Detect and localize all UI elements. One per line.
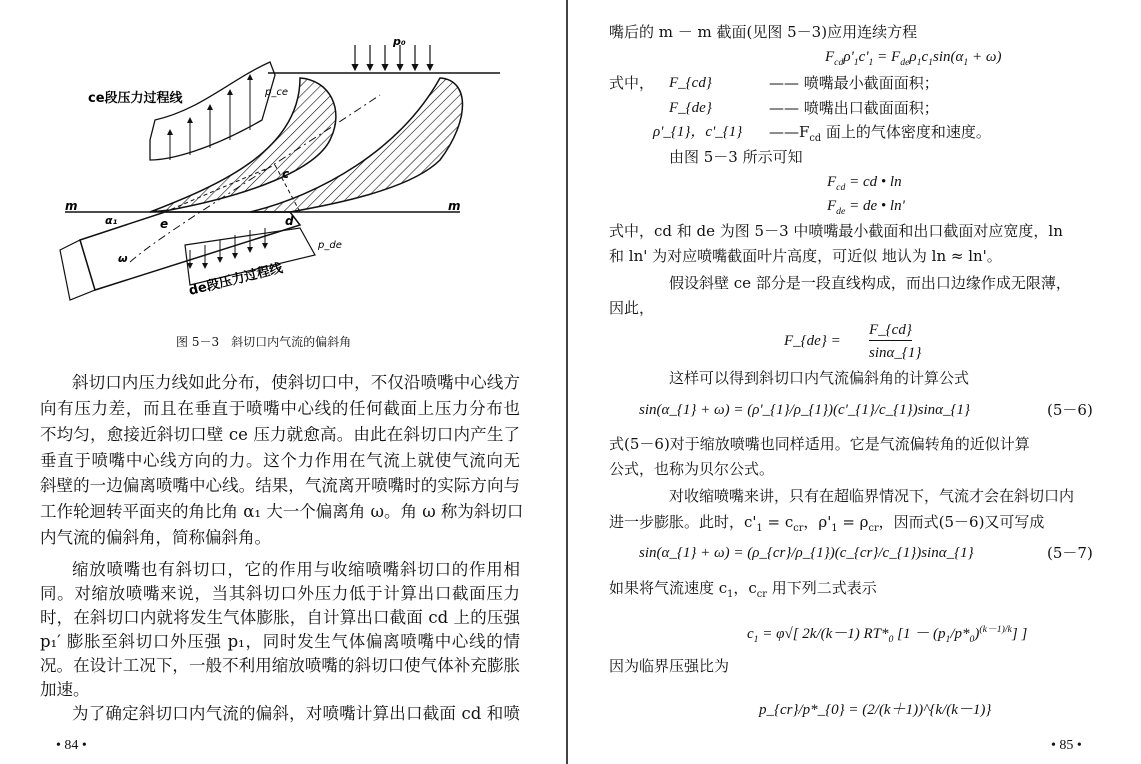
body-line: 斜切口内压力线如此分布，使斜切口中，不仅沿喷嘴中心线方 [72, 373, 520, 392]
body-line: 斜壁的一边偏离喷嘴中心线。结果，气流离开喷嘴时的实际方向与 [40, 476, 520, 495]
text-line: 式(5－6)对于缩放喷嘴也同样适用。它是气流偏转角的近似计算 [609, 435, 1030, 453]
text-line: 和 ln' 为对应喷嘴截面叶片高度，可近似 地认为 ln ≈ ln'。 [609, 247, 1002, 265]
p0-label: p₀ [393, 35, 406, 48]
text-line: 因此， [609, 299, 655, 317]
text-line: 这样可以得到斜切口内气流偏斜角的计算公式 [669, 369, 970, 387]
definition-symbol: ρ'_{1}，c'_{1} [653, 124, 743, 140]
equation-critical-ratio: p_{cr}/p*_{0} = (2/(k＋1))^{k/(k－1)} [759, 702, 992, 718]
text-line: 进一步膨胀。此时，$c'_1 = c_{cr}$，$\rho'_1 = \rho_{cr}$，因而式(5－6)又可写成 [609, 513, 1045, 534]
body-line: 况。在设计工况下，一般不利用缩放喷嘴的斜切口使气体补充膨胀 [40, 656, 520, 675]
omega-label: ω [118, 252, 128, 265]
equation-number: (5－7) [1047, 544, 1093, 562]
pce-label: p_ce [265, 87, 288, 98]
body-line: 向有压力差，而且在垂直于喷嘴中心线的任何截面上压力分布也 [40, 399, 520, 418]
body-line: 垂直于喷嘴中心线方向的力。这个力作用在气流上就使气流向无 [40, 451, 520, 470]
text-line: 公式，也称为贝尔公式。 [609, 460, 775, 478]
text-line: 由图 5－3 所示可知 [669, 148, 803, 166]
page-number: • 84 • [56, 738, 87, 753]
definition-symbol: F_{de} [669, 100, 712, 116]
equation-denominator: sinα_{1} [869, 345, 922, 361]
body-line: 加速。 [40, 680, 90, 699]
m-right-label: m [448, 199, 461, 213]
text-line: 如果将气流速度 $c_1$，$c_{cr}$ 用下列二式表示 [609, 579, 877, 600]
figure-caption: 图 5－3 斜切口内气流的偏斜角 [176, 335, 352, 349]
body-line: 不均匀，愈接近斜切口壁 ce 压力就愈高。由此在斜切口内产生了 [40, 425, 520, 444]
pde-label: p_de [318, 240, 342, 251]
equation-velocity: $c_1 = \varphi√$[ 2k/(k－1) $RT*_0$ $[1 - (p_1/p*_0)^{(k-1)/k}]$ ] [747, 624, 1028, 645]
m-left-label: m [65, 199, 78, 213]
c-label: c [282, 167, 290, 181]
figure-5-3-nozzle-diagram [0, 0, 566, 330]
body-line: 内气流的偏斜角，简称偏斜角。 [40, 528, 271, 547]
page-number: • 85 • [1051, 738, 1082, 753]
equation: $F_{cd}$ = cd • ln [827, 174, 902, 193]
ce-pressure-line-label: ce段压力过程线 [88, 91, 183, 106]
equation-lhs: F_{de} = [784, 333, 841, 349]
page-gutter [566, 0, 568, 764]
text-line: 嘴后的 m － m 截面(见图 5－3)应用连续方程 [609, 23, 918, 41]
equation: $F_{de}$ = de • ln' [827, 198, 905, 217]
body-line: 工作轮迴转平面夹的角比角 α₁ 大一个偏离角 ω。角 ω 称为斜切口 [40, 502, 524, 521]
alpha-label: α₁ [105, 214, 118, 227]
text-line: 对收缩喷嘴来讲，只有在超临界情况下，气流才会在斜切口内 [669, 487, 1075, 505]
definition-symbol: F_{cd} [669, 75, 712, 91]
definition-text: —— 喷嘴出口截面面积； [769, 99, 939, 117]
text-line: 因为临界压强比为 [609, 657, 730, 675]
body-line: 为了确定斜切口内气流的偏斜，对喷嘴计算出口截面 cd 和喷 [72, 704, 520, 723]
text-line: 式中，cd 和 de 为图 5－3 中喷嘴最小截面和出口截面对应宽度，ln [609, 222, 1063, 240]
de-pressure-line-label: de段压力过程线 [187, 261, 285, 299]
definition-text: $——F_{cd}$ 面上的气体密度和速度。 [769, 123, 991, 144]
body-line: 同。对缩放喷嘴来说，当其斜切口外压力低于计算出口截面压力 [40, 584, 520, 603]
definition-prefix: 式中， [609, 74, 655, 92]
body-line: 缩放喷嘴也有斜切口，它的作用与收缩喷嘴斜切口的作用相 [72, 560, 520, 579]
definition-text: —— 喷嘴最小截面面积； [769, 74, 939, 92]
left-page [0, 0, 566, 764]
body-line: 时，在斜切口内就将发生气体膨胀，自计算出口截面 cd 上的压强 [40, 608, 520, 627]
text-line: 假设斜壁 ce 部分是一段直线构成，而出口边缘作成无限薄， [669, 274, 1071, 292]
equation-5-6: sin(α_{1} + ω) = (ρ'_{1}/ρ_{1})(c'_{1}/c_{1})sinα_{1} [639, 402, 971, 418]
equation-number: (5－6) [1047, 401, 1093, 419]
equation-continuity: $F_{cd}\rho'_1c'_1 = F_{de}\rho_1c_1\sin(\alpha_1 + \omega)$ [825, 49, 1002, 68]
right-page [569, 0, 1141, 764]
d-label: d [285, 214, 294, 228]
e-label: e [160, 217, 169, 231]
equation-numerator: F_{cd} [869, 320, 912, 341]
body-line: p₁′ 膨胀至斜切口外压强 p₁，同时发生气体偏离喷嘴中心线的情 [40, 632, 520, 651]
equation-5-7: sin(α_{1} + ω) = (ρ_{cr}/ρ_{1})(c_{cr}/c_{1})sinα_{1} [639, 545, 974, 561]
